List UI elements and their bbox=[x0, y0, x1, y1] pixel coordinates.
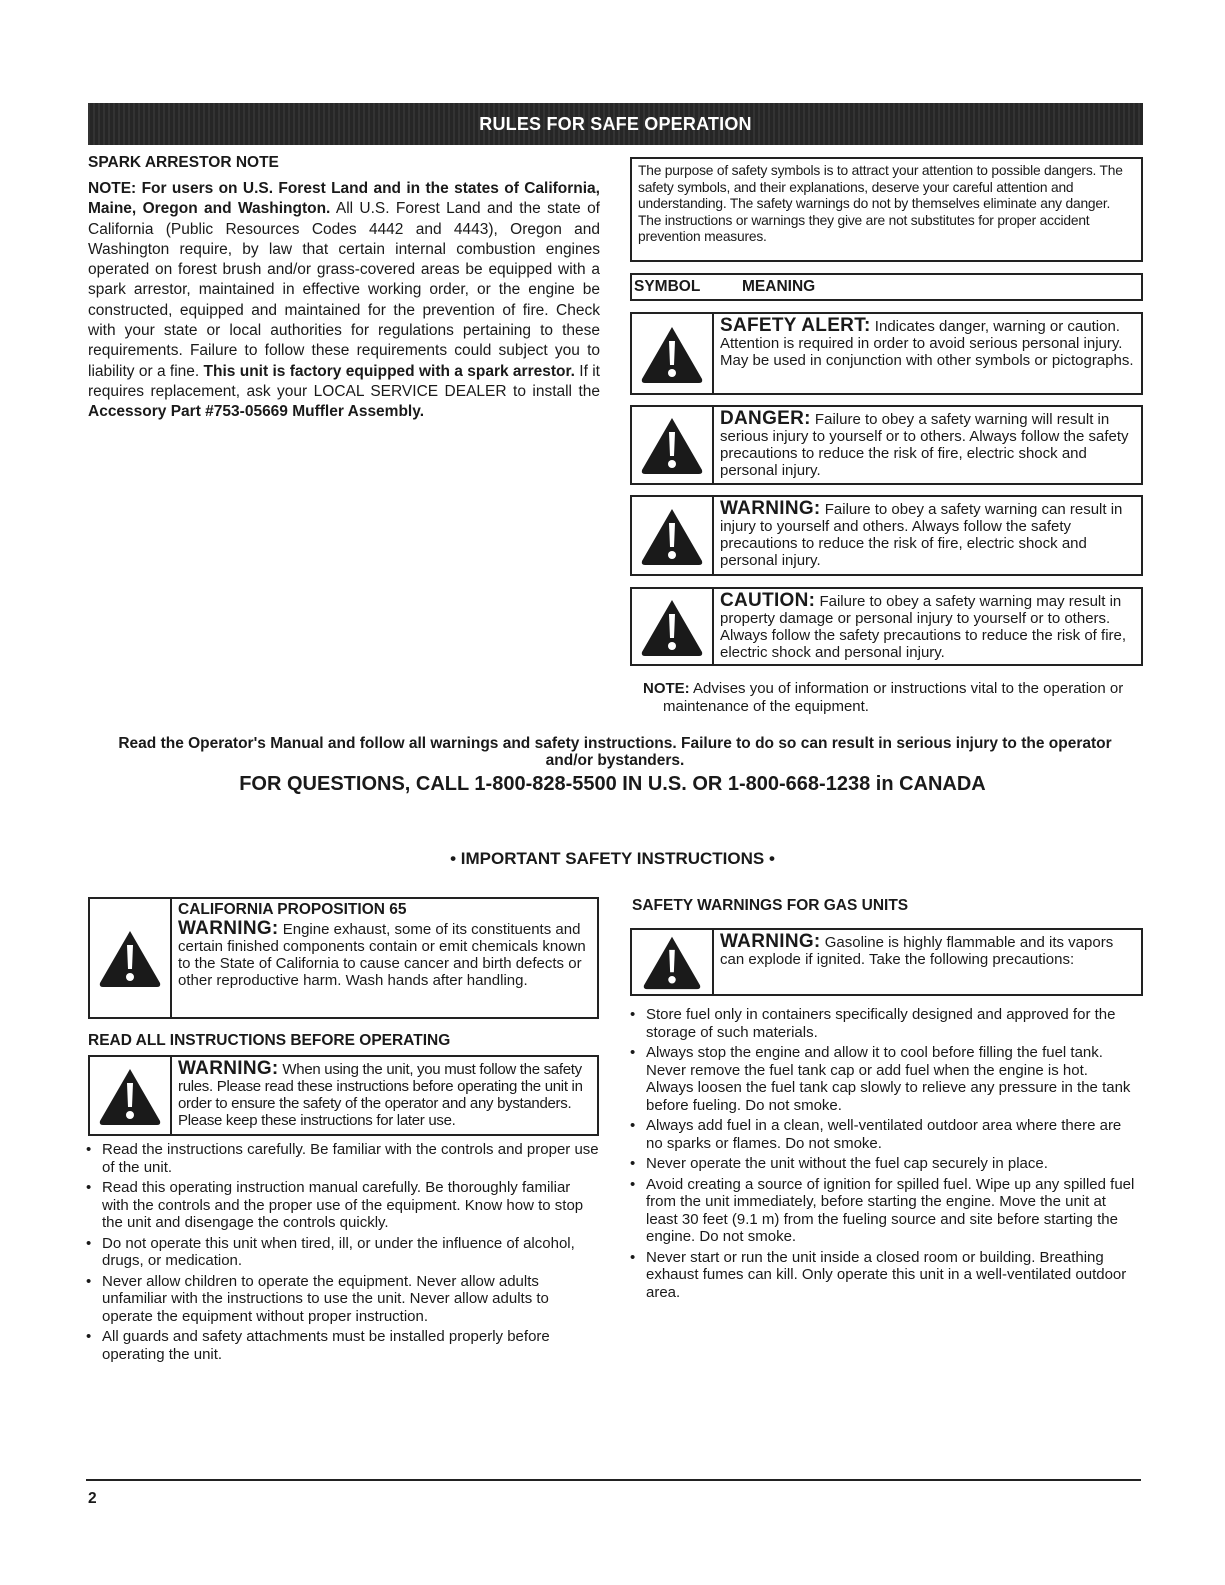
symbol-label: SAFETY ALERT: bbox=[720, 315, 871, 336]
warning-triangle-icon bbox=[640, 414, 704, 476]
list-item: • Store fuel only in containers specifically designed and approved for the storage of such materials. bbox=[630, 1006, 1135, 1041]
list-item: • Always stop the engine and allow it to cool before filling the fuel tank. Never remove the fuel tank cap or add fuel when the engine is hot. Always loosen the fuel tank cap slowly to relieve any pressure in the tank before fueling. Do not smoke. bbox=[630, 1044, 1135, 1114]
gas-units-heading: SAFETY WARNINGS FOR GAS UNITS bbox=[632, 897, 909, 914]
prop65-title: CALIFORNIA PROPOSITION 65 bbox=[178, 901, 407, 918]
list-item: • Do not operate this unit when tired, ill, or under the influence of alcohol, drugs, or medication. bbox=[86, 1235, 601, 1270]
read-all-warning-box bbox=[88, 1055, 599, 1136]
col-symbol: SYMBOL bbox=[634, 278, 701, 295]
warning-label: WARNING: bbox=[720, 931, 821, 952]
prop65-warning-box bbox=[88, 897, 599, 1019]
symbol-text: Failure to obey a safety warning can result in injury to yourself and others. Always follow the safety precautions to reduce the risk of fire, electric shock and personal injury. bbox=[720, 501, 1123, 569]
gas-warning-box bbox=[630, 928, 1143, 996]
symbols-intro-box: The purpose of safety symbols is to attract your attention to possible dangers. The safety symbols, and their explanations, deserve your careful attention and understanding. The safety warnings do not by themselves eliminate any danger. The instructions or warnings they give are not substitutes for proper accident prevention measures. bbox=[630, 157, 1143, 262]
warning-triangle-icon bbox=[98, 927, 162, 989]
gas-bullets bbox=[630, 1006, 1135, 1304]
footer-rule bbox=[86, 1479, 1141, 1481]
symbol-text: Failure to obey a safety warning may result in property damage or personal injury to yourself or to others. Always follow the safety precautions to reduce the risk of fire, electric shock and personal injury. bbox=[720, 593, 1127, 661]
list-item: • Never allow children to operate the equipment. Never allow adults unfamiliar with the instructions to use the unit. Never allow adults to operate the equipment without proper instruction. bbox=[86, 1273, 601, 1326]
symbol-text: Indicates danger, warning or caution. Attention is required in order to avoid serious personal injury. May be used in conjunction with other symbols or pictographs. bbox=[720, 318, 1134, 369]
read-all-bullets bbox=[86, 1141, 601, 1366]
symbol-label: CAUTION: bbox=[720, 590, 816, 611]
section-title: RULES FOR SAFE OPERATION bbox=[479, 113, 752, 134]
prop65-label: WARNING: bbox=[178, 918, 279, 939]
customer-service-phone: FOR QUESTIONS, CALL 1-800-828-5500 IN U.S. OR 1-800-668-1238 in CANADA bbox=[239, 773, 986, 795]
spark-arrestor-text bbox=[88, 179, 600, 423]
symbol-label: DANGER: bbox=[720, 408, 811, 429]
section-header-band bbox=[88, 103, 1143, 145]
symbol-row-danger bbox=[630, 405, 1143, 485]
list-item: • Avoid creating a source of ignition for spilled fuel. Wipe up any spilled fuel from the unit immediately, before starting the engine. Move the unit at least 30 feet (9.1 m) from the fueling source and site before starting the engine. Do not smoke. bbox=[630, 1176, 1135, 1246]
warning-label: WARNING: bbox=[178, 1058, 279, 1079]
warning-triangle-icon bbox=[640, 933, 704, 991]
read-manual-warning: Read the Operator's Manual and follow all warnings and safety instructions. Failure to do so can result in serious injury to the operator and/or bystanders. bbox=[118, 735, 1112, 769]
spark-factory-bold: This unit is factory equipped with a spark arrestor. bbox=[203, 362, 575, 380]
spark-text: All U.S. Forest Land and the state of California (Public Resources Codes 4442 and 4443), Oregon and Washington require, by law that certain internal combustion engines operated on forest brush and/or grass-covered areas be equipped with a spark arrestor, maintained in effective working order, or the engine be constructed, equipped and maintained for the prevention of fire. Check with your state or local authorities for regulations pertaining to these requirements. Failure to follow these requirements could subject you to liability or a fine. bbox=[88, 200, 600, 380]
list-item: • Never operate the unit without the fuel cap securely in place. bbox=[630, 1155, 1135, 1173]
list-item: • Read this operating instruction manual carefully. Be thoroughly familiar with the controls and the proper use of the equipment. Know how to stop the unit and disengage the controls quickly. bbox=[86, 1179, 601, 1232]
list-item: • All guards and safety attachments must be installed properly before operating the unit. bbox=[86, 1328, 601, 1363]
warning-text: When using the unit, you must follow the safety rules. Please read these instructions before operating the unit in order to ensure the safety of the operator and any bystanders. Please keep these instructions for later use. bbox=[178, 1061, 583, 1129]
symbol-row-warning bbox=[630, 495, 1143, 576]
page-number: 2 bbox=[88, 1490, 97, 1507]
note-text: Advises you of information or instructions vital to the operation or maintenance of the equipment. bbox=[663, 680, 1124, 715]
spark-note-bold: NOTE: For users on U.S. Forest Land and in the states of California, Maine, Oregon and Washington. bbox=[88, 180, 600, 218]
important-safety-heading: • IMPORTANT SAFETY INSTRUCTIONS • bbox=[450, 849, 775, 868]
warning-text: Gasoline is highly flammable and its vapors can explode if ignited. Take the following precautions: bbox=[720, 934, 1114, 968]
symbol-text: Failure to obey a safety warning will result in serious injury to yourself or to others. Always follow the safety precautions to reduce the risk of fire, electric shock and personal injury. bbox=[720, 411, 1129, 479]
note-label: NOTE: bbox=[643, 680, 690, 697]
prop65-text: Engine exhaust, some of its constituents and certain finished components contain or emit chemicals known to the State of California to cause cancer and birth defects or other reproductive harm. Wash hands after handling. bbox=[178, 921, 586, 989]
symbol-label: WARNING: bbox=[720, 498, 821, 519]
read-all-heading: READ ALL INSTRUCTIONS BEFORE OPERATING bbox=[88, 1032, 451, 1049]
symbol-row-safety-alert bbox=[630, 312, 1143, 395]
list-item: • Never start or run the unit inside a closed room or building. Breathing exhaust fumes can kill. Only operate this unit in a well-ventilated outdoor area. bbox=[630, 1249, 1135, 1302]
symbols-note bbox=[643, 680, 1133, 716]
warning-triangle-icon bbox=[640, 596, 704, 658]
warning-triangle-icon bbox=[640, 323, 704, 385]
list-item: • Always add fuel in a clean, well-ventilated outdoor area where there are no sparks or flames. Do not smoke. bbox=[630, 1117, 1135, 1152]
spark-part-bold: Accessory Part #753-05669 Muffler Assembly. bbox=[88, 403, 425, 421]
spark-arrestor-heading: SPARK ARRESTOR NOTE bbox=[88, 154, 279, 171]
list-item: • Read the instructions carefully. Be familiar with the controls and proper use of the unit. bbox=[86, 1141, 601, 1176]
symbol-row-caution bbox=[630, 587, 1143, 666]
symbol-meaning-header bbox=[630, 273, 1143, 301]
col-meaning: MEANING bbox=[742, 278, 816, 295]
spark-text-2: If it requires replacement, ask your LOCAL SERVICE DEALER to install the bbox=[88, 362, 600, 400]
warning-triangle-icon bbox=[98, 1065, 162, 1127]
warning-triangle-icon bbox=[640, 505, 704, 567]
